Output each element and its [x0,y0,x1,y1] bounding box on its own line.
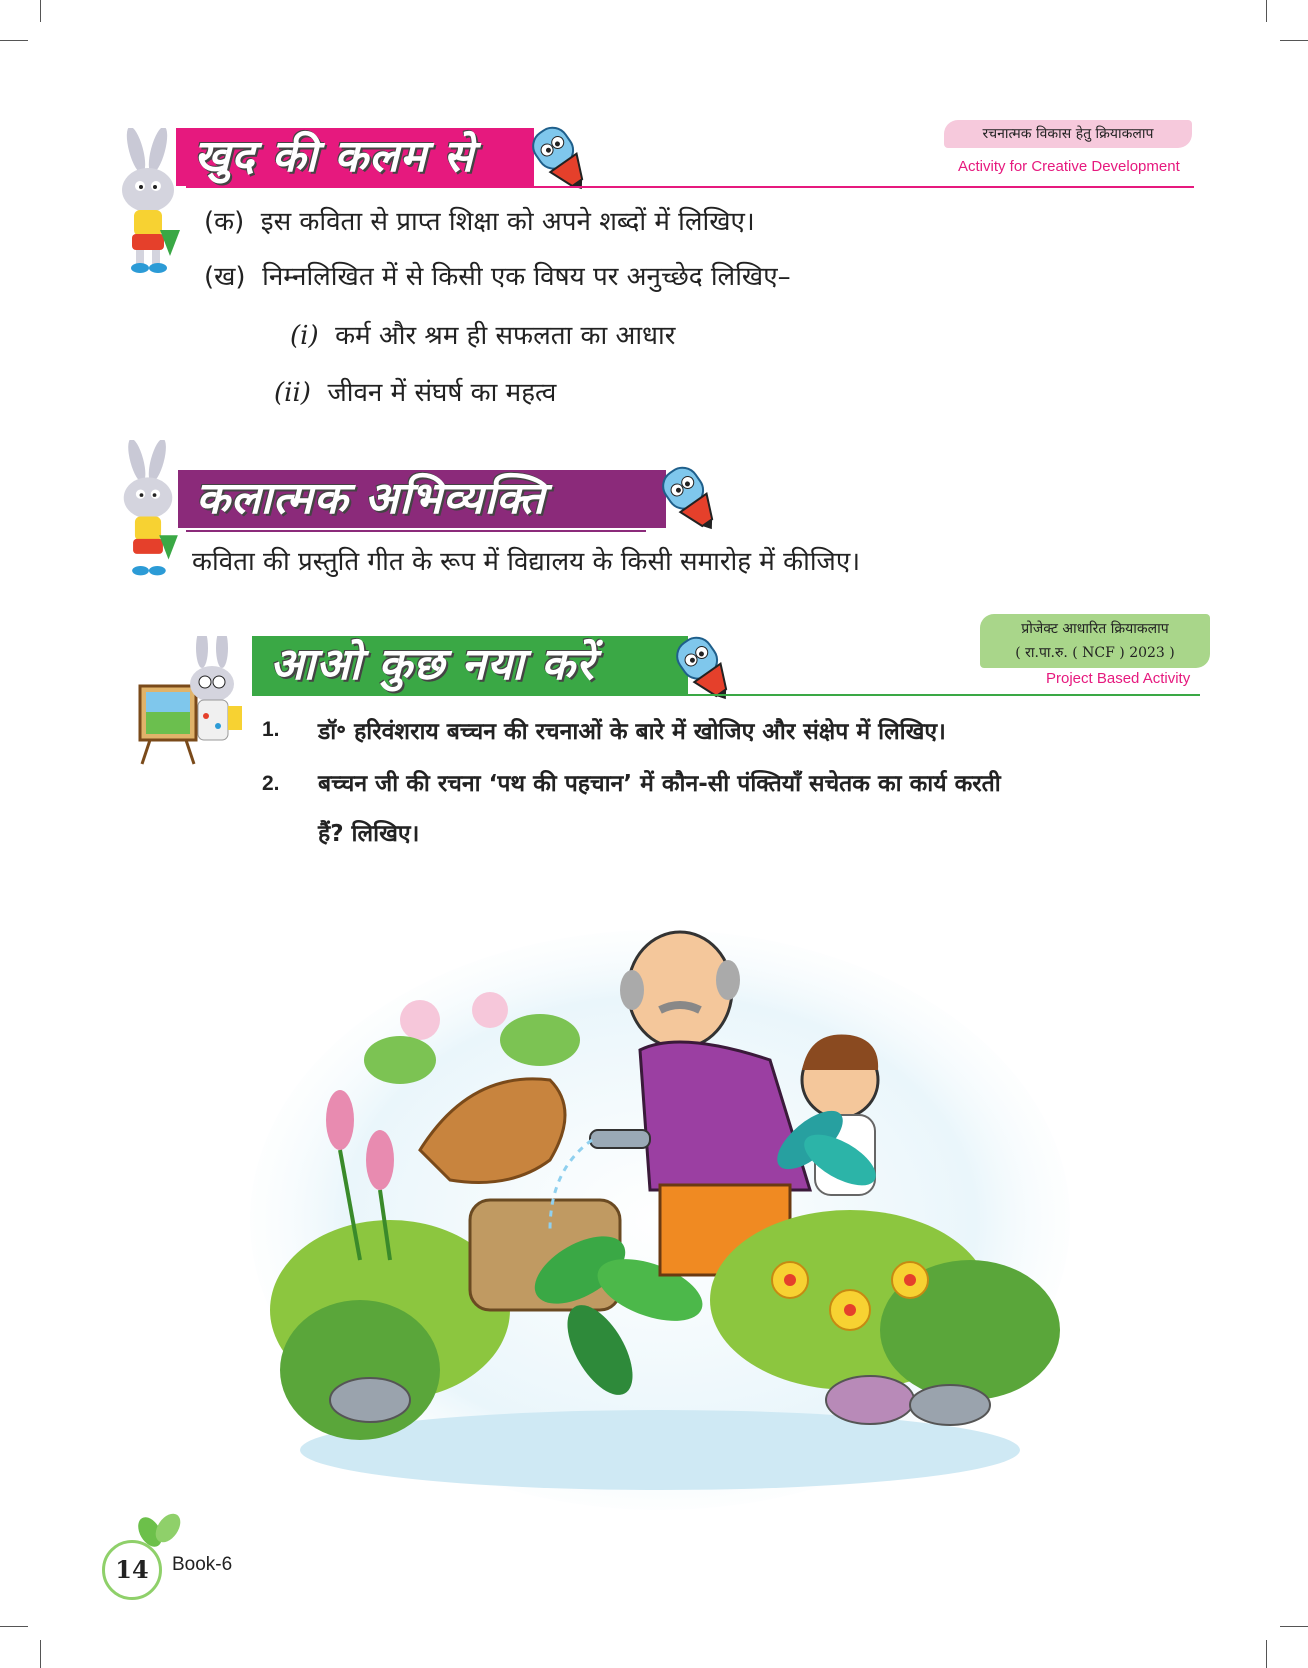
crop-mark [1266,0,1267,22]
section-divider [186,530,646,532]
question-item [204,202,755,238]
section-title-banner: आओ कुछ नया करें [252,636,688,694]
project-tag-line1: प्रोजेक्ट आधारित क्रियाकलाप [1021,621,1169,637]
crop-mark [1280,1626,1308,1627]
garden-illustration [250,930,1070,1520]
sub-item-text: जीवन में संघर्ष का महत्व [327,378,557,408]
section-divider [186,186,1194,188]
sub-item [274,373,556,409]
activity-tag-hindi: रचनात्मक विकास हेतु क्रियाकलाप [944,120,1192,148]
project-item-text: बच्चन जी की रचना ‘पथ की पहचान’ में कौन-सी पंक्तियाँ सचेतक का कार्य करती [318,771,1001,797]
section-divider [252,694,1200,696]
pen-mascot-icon [664,628,744,708]
question-text: निम्नलिखित में से किसी एक विषय पर अनुच्छेद लिखिए– [262,262,791,292]
section-title-banner: खुद की कलम से [176,128,534,186]
project-tag-line2: ( रा.पा.रु. ( NCF ) 2023 ) [1015,645,1175,661]
crop-mark [1266,1640,1267,1668]
activity-text: कविता की प्रस्तुति गीत के रूप में विद्यालय के किसी समारोह में कीजिए। [192,547,861,577]
item-number: 1. [262,718,280,741]
page-number-circle: 14 [102,1540,162,1600]
project-item-text-cont: हैं? लिखिए। [318,821,420,847]
question-text: इस कविता से प्राप्त शिक्षा को अपने शब्दों में लिखिए। [260,207,755,237]
project-tag-english: Project Based Activity [1046,670,1191,687]
project-tag-hindi [980,614,1210,668]
question-item [204,257,791,293]
sub-item-marker: (i) [290,321,319,351]
crop-mark [0,40,28,41]
sub-item [290,316,675,352]
sub-item-marker: (ii) [274,378,311,408]
book-label: Book-6 [172,1554,233,1575]
crop-mark [1280,40,1308,41]
crop-mark [40,0,41,22]
rabbit-mascot-icon [108,440,188,580]
section-title-banner: कलात्मक अभिव्यक्ति [178,470,666,528]
activity-tag-english: Activity for Creative Development [958,158,1180,175]
question-marker: (ख) [204,262,246,292]
item-number: 2. [262,772,280,795]
question-marker: (क) [204,207,245,237]
sub-item-text: कर्म और श्रम ही सफलता का आधार [335,321,676,351]
painter-rabbit-icon [136,636,246,768]
crop-mark [0,1626,28,1627]
project-item-text: डॉ॰ हरिवंशराय बच्चन की रचनाओं के बारे में खोजिए और संक्षेप में लिखिए। [318,719,946,745]
crop-mark [40,1640,41,1668]
pen-mascot-icon [650,458,730,538]
